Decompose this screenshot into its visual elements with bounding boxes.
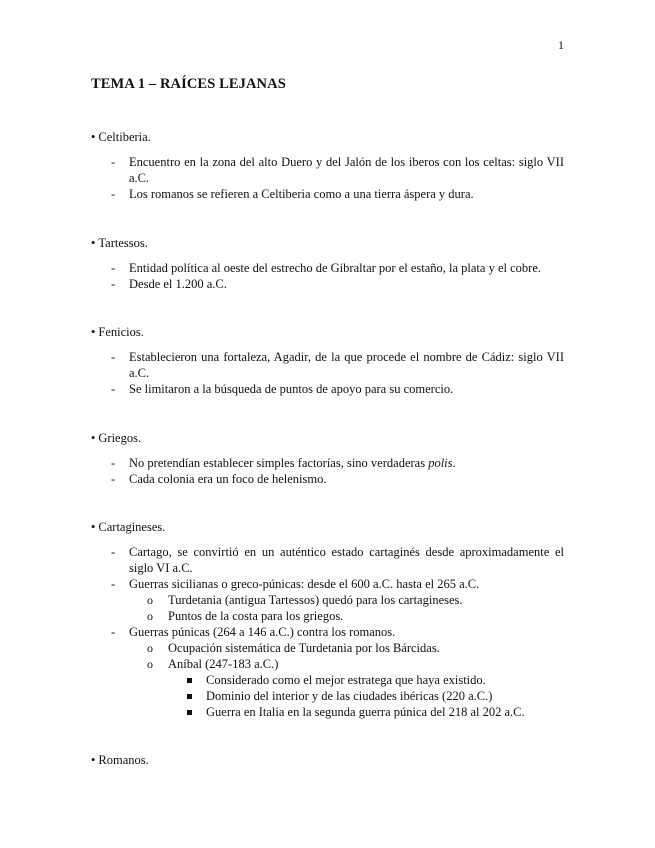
section-heading-celtiberia: • Celtiberia.: [91, 130, 151, 144]
dash-marker: -: [111, 456, 116, 470]
list-item: Encuentro en la zona del alto Duero y del Jalón de los iberos con los celtas: siglo VII a.C.: [129, 155, 564, 185]
dash-marker: -: [111, 625, 116, 639]
dash-marker: -: [111, 187, 116, 201]
list-item: Establecieron una fortaleza, Agadir, de la que procede el nombre de Cádiz: siglo VII a.C.: [129, 350, 564, 380]
bullet-icon: •: [91, 236, 96, 250]
list-item: Cada colonia era un foco de helenismo.: [129, 472, 327, 486]
anibal-point: Considerado como el mejor estratega que haya existido.: [206, 673, 486, 687]
sub-list-item: Ocupación sistemática de Turdetania por los Bárcidas.: [168, 641, 440, 655]
italic-term: polis: [428, 456, 453, 470]
section-heading-cartagineses: • Cartagineses.: [91, 520, 166, 534]
bullet-icon: •: [91, 520, 96, 534]
bullet-icon: •: [91, 130, 96, 144]
list-item: Guerras púnicas (264 a 146 a.C.) contra los romanos.: [129, 625, 396, 639]
sub-list-item: Turdetania (antigua Tartessos) quedó para los cartagineses.: [168, 593, 463, 607]
circle-bullet-icon: o: [147, 609, 153, 623]
list-item: Cartago, se convirtió en un auténtico estado cartaginés desde aproximadamente el siglo VI a.C.: [129, 545, 564, 575]
dash-marker: -: [111, 545, 116, 559]
circle-bullet-icon: o: [147, 593, 153, 607]
dash-marker: -: [111, 382, 116, 396]
dash-marker: -: [111, 350, 116, 364]
section-heading-griegos: • Griegos.: [91, 431, 142, 445]
dash-marker: -: [111, 155, 116, 169]
bullet-icon: •: [91, 431, 96, 445]
bullet-icon: •: [91, 325, 96, 339]
list-item: Guerras sicilianas o greco-púnicas: desde el 600 a.C. hasta el 265 a.C.: [129, 577, 480, 591]
list-item: Desde el 1.200 a.C.: [129, 277, 227, 291]
section-heading-romanos: • Romanos.: [91, 753, 149, 767]
dash-marker: -: [111, 472, 116, 486]
circle-bullet-icon: o: [147, 641, 153, 655]
section-heading-tartessos: • Tartessos.: [91, 236, 148, 250]
section-heading-fenicios: • Fenicios.: [91, 325, 144, 339]
list-item: No pretendían establecer simples factorías, sino verdaderas polis.: [129, 456, 456, 470]
page-title: TEMA 1 – RAÍCES LEJANAS: [91, 76, 286, 92]
list-item: Entidad política al oeste del estrecho de Gibraltar por el estaño, la plata y el cobre.: [129, 261, 541, 275]
list-item: Los romanos se refieren a Celtiberia como a una tierra áspera y dura.: [129, 187, 474, 201]
dash-marker: -: [111, 261, 116, 275]
circle-bullet-icon: o: [147, 657, 153, 671]
dash-marker: -: [111, 277, 116, 291]
page-number: 1: [558, 38, 564, 52]
square-bullet-icon: [187, 710, 192, 715]
anibal-point: Guerra en Italia en la segunda guerra púnica del 218 al 202 a.C.: [206, 705, 525, 719]
bullet-icon: •: [91, 753, 96, 767]
list-item: Se limitaron a la búsqueda de puntos de apoyo para su comercio.: [129, 382, 454, 396]
anibal-point: Dominio del interior y de las ciudades ibéricas (220 a.C.): [206, 689, 493, 703]
square-bullet-icon: [187, 678, 192, 683]
sub-list-item: Puntos de la costa para los griegos.: [168, 609, 344, 623]
square-bullet-icon: [187, 694, 192, 699]
sub-list-item: Aníbal (247-183 a.C.): [168, 657, 279, 671]
dash-marker: -: [111, 577, 116, 591]
